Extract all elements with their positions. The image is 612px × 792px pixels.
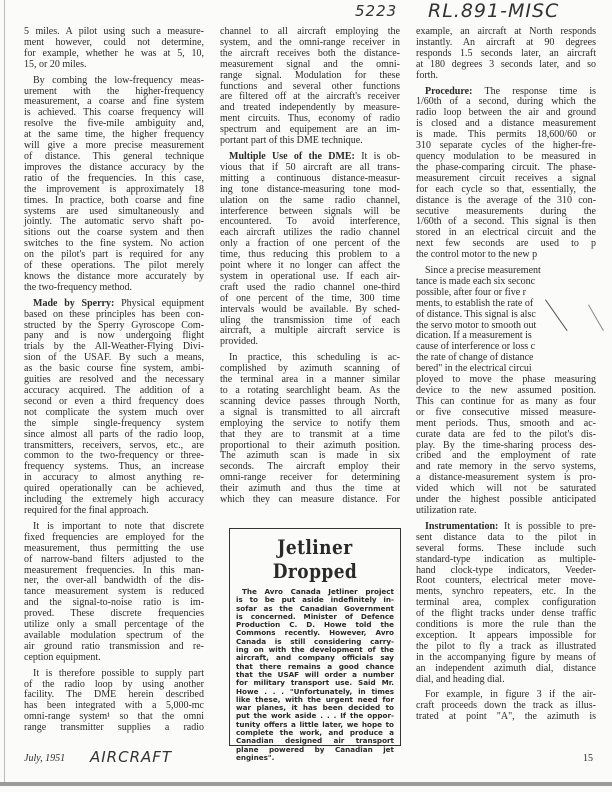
text-line: complished by azimuth scanning of: [220, 363, 400, 375]
text-line: of distance. This signal is alsc: [416, 308, 536, 320]
scan-left-edge: [4, 0, 5, 785]
text-line: time, thus reducing this problem to a: [220, 249, 400, 261]
text-line: Made by Sperry: Physical equipment: [33, 297, 204, 309]
text-line: cribed and the employment of rate: [416, 450, 596, 462]
text-line: spectrum and equipement are an im-: [220, 124, 400, 136]
text-line: example, an aircraft at North responds: [416, 26, 596, 37]
text-line: for example, whether he was at 5, 10,: [24, 47, 204, 59]
text-line: their azimuth and thus the time at: [220, 483, 400, 495]
text-line: for each cycle so that, essentially, the: [416, 183, 596, 195]
box-title: Jetliner Dropped: [272, 535, 358, 583]
text-line: utilize only a small percentage of the: [24, 619, 204, 631]
text-line: will give a more precise measurement: [24, 140, 204, 152]
paragraph-heading: Procedure:: [425, 85, 485, 97]
text-line: possible, after four or five r: [416, 286, 526, 298]
text-line: of these operations. The pilot merely: [24, 260, 204, 272]
text-line: trials by the All-Weather-Flying Divi-: [24, 341, 204, 353]
text-line: utilization rate.: [416, 504, 477, 516]
text-line: of the radio loop by using another: [24, 678, 204, 690]
paragraph: [24, 76, 204, 294]
text-line: Since a precise measurement: [425, 265, 541, 277]
text-line: proved. These discrete frequencies: [24, 608, 204, 620]
paragraph-heading: Made by Sperry:: [33, 297, 122, 309]
text-line: structed by the Sperry Gyroscope Com-: [24, 319, 204, 331]
text-line: plane powered by Canadian jet: [236, 744, 394, 754]
text-line: intervals would be available. By sched-: [220, 303, 400, 315]
text-line: The azimuth scan is made in six: [220, 450, 400, 462]
text-line: mitting a continuous distance-measur-: [220, 172, 400, 184]
text-line: seconds. The aircraft employ their: [220, 461, 400, 473]
text-line: system in operational use. If each air-: [220, 270, 400, 282]
text-line: and the signal-to-noise ratio is im-: [24, 597, 204, 609]
text-line: quired operationally can be achieved,: [24, 483, 204, 495]
text-line: for military transport use. Said Mr.: [236, 678, 394, 688]
text-line: a distance-measurement system is pro-: [416, 472, 596, 484]
text-line: the terminal area in a manner similar: [220, 374, 400, 386]
handwritten-reference: RL.891-MISC: [428, 0, 560, 22]
text-line: range transmitter supplies a radio: [24, 722, 204, 734]
text-line: the improvement is approximately 18: [24, 183, 204, 195]
text-line: several forms. These include such: [416, 542, 596, 554]
text-line: It is therefore possible to supply part: [33, 667, 204, 679]
text-line: that the USAF will order a number: [236, 669, 394, 679]
text-line: sitions out the coarse system and then: [24, 227, 204, 239]
text-line: ratio of the frequencies. In this case,: [24, 172, 204, 184]
text-line: scanning device passes through North,: [220, 395, 400, 407]
text-line: the rate of change of distance: [416, 352, 534, 364]
text-line: ments, synchro repeaters, etc. In the: [416, 586, 596, 598]
text-line: knows the distance more accurately by: [24, 270, 204, 282]
text-line: measurement frequencies. In this man-: [24, 564, 204, 576]
text-line: channel to all aircraft employing the: [220, 26, 400, 37]
text-line: forth.: [416, 69, 438, 81]
text-line: of narrow-band filters adjusted to the: [24, 553, 204, 565]
paragraph: [220, 152, 400, 348]
text-line: functions and several other functions: [220, 80, 400, 92]
text-line: complete the work, and produce a: [236, 728, 394, 738]
text-line: and rate memory in the servo systems,: [416, 461, 596, 473]
text-line: 1/60th of a second. This signal is then: [416, 216, 596, 228]
text-line: is made. This permits 18,600/60 or: [416, 129, 596, 141]
text-line: Multiple Use of the DME: It is ob-: [229, 150, 400, 162]
text-line: transmitters, receivers, servos, etc., are: [24, 439, 204, 451]
text-line: Canadian designed air transport: [236, 736, 394, 746]
text-line: facility. The DME herein described: [24, 689, 204, 701]
text-line: standard-type indication as multiple-: [416, 553, 596, 565]
text-line: measurement signal and the omni-: [220, 58, 400, 70]
text-line: sofar as the Canadian Government: [236, 603, 394, 613]
text-line: ulation on the same radio channel,: [220, 194, 400, 206]
text-column-1: [24, 27, 204, 739]
text-line: aircraft, a multiple aircraft service is: [220, 325, 400, 337]
text-line: times. In practice, both coarse and fine: [24, 194, 204, 206]
text-line: as the basic course fine system, ambi-: [24, 363, 204, 375]
text-line: ception equipment.: [24, 651, 101, 663]
text-line: the servo motor to smooth out: [416, 319, 537, 331]
paragraph: [220, 27, 400, 147]
text-line: not complicate the system much over: [24, 406, 204, 418]
text-line: on the pilot's part is required for any: [24, 249, 204, 261]
sidebar-news-box: [229, 528, 401, 762]
text-line: systems are used simultaneously and: [24, 205, 204, 217]
box-body: [236, 588, 394, 762]
text-line: cause of interference or loss c: [416, 341, 536, 353]
text-line: of distance. This general technique: [24, 150, 204, 162]
text-line: the pilot to fly a track as illustrated: [416, 640, 596, 652]
text-line: The Avro Canada Jetliner project: [242, 587, 394, 596]
paragraph: [416, 87, 596, 262]
text-line: at the same time, the higher frequency: [24, 129, 204, 141]
text-line: is to be put aside indefinitely in-: [236, 595, 394, 605]
text-line: exception. It appears impossible for: [416, 629, 596, 641]
text-line: the aircraft receives both the distance-: [220, 47, 400, 59]
text-line: Procedure: The response time is: [425, 85, 596, 97]
text-line: only a fraction of one percent of the: [220, 238, 400, 250]
text-line: like these, with the urgent need for: [236, 694, 394, 704]
handwritten-stamp-number: 5223: [355, 2, 398, 20]
text-line: put the work aside . . . If the oppor-: [236, 711, 394, 721]
text-line: craft used the radio channel one-third: [220, 281, 400, 293]
text-line: aircraft, and company officials say: [236, 653, 394, 663]
text-line: urement with the higher-frequency: [24, 85, 204, 97]
text-line: guities are resolved and the necessary: [24, 374, 204, 386]
text-line: fixed frequencies are employed for the: [24, 531, 204, 543]
text-line: Instrumentation: It is possible to pre-: [425, 520, 596, 532]
text-line: measurement circuit receives a signal: [416, 172, 596, 184]
text-column-3: [416, 27, 596, 728]
handwritten-magazine-name: AIRCRAFT: [90, 748, 173, 766]
paragraph: [24, 669, 204, 734]
text-line: the simple single-frequency system: [24, 417, 204, 429]
text-line: jointly. The automatic servo shaft po-: [24, 216, 204, 228]
text-line: frequency systems. Thus, an increase: [24, 461, 204, 473]
text-line: dication. If a measurement is: [416, 330, 532, 342]
text-line: sent distance data to the pilot in: [416, 531, 596, 543]
text-line: hand clock-type indicators, Veeder-: [416, 564, 596, 576]
text-line: of the flight tracks under dense traffic: [416, 608, 596, 620]
text-line: point where it no longer can affect the: [220, 260, 400, 272]
paragraph: [416, 266, 596, 517]
text-line: each aircraft utilizes the radio channel: [220, 227, 400, 239]
paragraph: [416, 522, 596, 686]
text-line: or five consecutive missed measure-: [416, 406, 596, 418]
text-line: ment periods. Thus, smooth and ac-: [416, 417, 596, 429]
text-line: uling the transmission time of each: [220, 314, 400, 326]
text-line: common to the two-frequency or three-: [24, 450, 204, 462]
text-line: required for the final approach.: [24, 504, 149, 516]
text-line: ing tone distance-measuring tone mod-: [220, 183, 400, 195]
text-line: war planes, it has been decided to: [236, 703, 394, 713]
text-line: ployed to move the phase measuring: [416, 374, 596, 386]
text-line: is achieved. This coarse frequency will: [24, 107, 204, 119]
text-line: pany and is now undergoing flight: [24, 330, 204, 342]
text-line: responds 1.5 seconds later, an aircraft: [416, 47, 596, 59]
text-line: This can continue for as many as four: [416, 395, 596, 407]
text-line: switches to the fine system. No action: [24, 238, 204, 250]
text-line: 1/60th of a second, during which the: [416, 96, 596, 108]
text-line: since almost all parts of the radio loop,: [24, 428, 204, 440]
paragraph-heading: Instrumentation:: [425, 520, 504, 532]
text-line: which they can measure distance. For: [220, 494, 400, 506]
text-line: ment circuits. Thus, economy of radio: [220, 113, 400, 125]
text-line: play. By the time-sharing process des-: [416, 439, 596, 451]
text-line: employing the service to notify them: [220, 417, 400, 429]
text-line: trated at point "A", the azimuth is: [416, 711, 596, 723]
text-line: in accuracy to almost anything re-: [24, 472, 204, 484]
text-line: curate data are fed to the pilot's dis-: [416, 428, 596, 440]
text-line: proportional to their azimuth position.: [220, 439, 400, 451]
paragraph: [24, 299, 204, 517]
text-line: ments, to establish the rate of: [416, 297, 534, 309]
text-line: and treated independently by measure-: [220, 102, 400, 114]
text-line: provided.: [220, 336, 259, 348]
text-line: the two-frequency method.: [24, 281, 133, 293]
text-line: encountered. To avoid interference,: [220, 216, 400, 228]
text-line: conditions is more the rule than the: [416, 619, 596, 631]
text-line: Production C. D. Howe told the: [236, 620, 394, 630]
text-line: Canada is still considering carry-: [236, 636, 394, 646]
text-line: secutive measurements during the: [416, 205, 596, 217]
text-line: to a rotating searchlight beam. As the: [220, 385, 400, 396]
text-line: omni-range system¹ so that the omni: [24, 711, 204, 723]
text-line: are filtered off at the aircraft's receiver: [220, 91, 400, 103]
text-line: Commons recently. However, Avro: [236, 628, 394, 638]
text-line: measurement, a coarse and fine system: [24, 96, 204, 108]
text-line: under the highest possible anticipated: [416, 494, 596, 506]
text-line: tunity offers a little later, we hope to: [236, 719, 394, 729]
text-line: accuracy acquired. The addition of a: [24, 385, 204, 396]
text-line: measurement, thus permitting the use: [24, 542, 204, 554]
text-line: range signal. Modulation for these: [220, 69, 400, 81]
text-line: 5 miles. A pilot using such a measure-: [24, 26, 204, 37]
text-line: available modulation spectrum of the: [24, 629, 204, 641]
text-line: omni-range receiver for determining: [220, 472, 400, 484]
text-line: is closed and a distance measurement: [416, 118, 596, 130]
text-line: vided which will not be saturated: [416, 483, 596, 495]
text-line: portant part of this DME technique.: [220, 135, 363, 147]
text-line: Root counters, electrical meter move-: [416, 575, 596, 587]
text-line: has been integrated with a 5,000-mc: [24, 700, 204, 712]
paragraph: [24, 27, 204, 71]
text-line: It is important to note that discrete: [33, 520, 204, 532]
text-line: Howe . . . "Unfortunately, in times: [236, 686, 394, 696]
scan-bottom-edge: [0, 782, 612, 786]
text-line: bered" in the electrical circui: [416, 363, 532, 375]
text-line: 310 separate cycles of the higher-fre-: [416, 140, 596, 152]
text-line: dial, and heading dial.: [416, 673, 505, 685]
text-line: that they are to transmit at a time: [220, 428, 400, 440]
text-line: an independent azimuth dial, distance: [416, 662, 596, 674]
issue-date: July, 1951: [24, 753, 66, 764]
text-line: device to the new assumed position.: [416, 385, 596, 396]
text-line: instantly. An aircraft at 90 degrees: [416, 36, 596, 48]
text-line: ing on with the development of the: [236, 645, 394, 655]
text-line: improves the distance accuracy by the: [24, 161, 204, 173]
text-line: In practice, this scheduling is ac-: [229, 352, 400, 364]
text-line: ner, the over-all bandwidth of the dis-: [24, 575, 204, 587]
text-column-2: [220, 27, 400, 511]
text-line: system, and the omni-range receiver in: [220, 36, 400, 48]
text-line: interference between signals will be: [220, 205, 400, 217]
text-line: a signal is transmitted to all aircraft: [220, 406, 400, 418]
text-line: air ground ratio transmission and re-: [24, 640, 204, 652]
text-line: craft proceeds down the track as illus-: [416, 700, 596, 712]
text-line: at 180 degrees 3 seconds later, and so: [416, 58, 596, 70]
text-line: 15, or 20 miles.: [24, 58, 87, 70]
page-number: 15: [583, 753, 593, 764]
text-line: For example, in figure 3 if the air-: [425, 689, 596, 701]
text-line: is concerned. Minister of Defence: [236, 611, 394, 621]
text-line: distance is the average of the 310 con-: [416, 194, 596, 206]
text-line: By combing the low-frequency meas-: [33, 74, 204, 86]
text-line: resolve the five-mile ambiguity and,: [24, 118, 204, 130]
text-line: tance is made each six seconc: [416, 275, 536, 287]
text-line: the control motor to the new p: [416, 249, 538, 261]
text-line: ment however, could not determine,: [24, 36, 204, 48]
text-line: stored in an electrical circuit and the: [416, 227, 596, 239]
text-line: engines".: [236, 752, 275, 762]
text-line: in the accompanying figure by means of: [416, 651, 596, 663]
text-line: radio loop between the air and ground: [416, 107, 596, 119]
text-line: the phase-comparing circuit. The phase-: [416, 161, 596, 173]
text-line: terminal area, complex configuration: [416, 597, 596, 609]
paragraph-heading: Multiple Use of the DME:: [229, 150, 362, 162]
paragraph: [24, 522, 204, 664]
text-line: tance measurement system is reduced: [24, 586, 204, 598]
paragraph: [416, 27, 596, 82]
text-line: sion of the USAF. By such a means,: [24, 352, 204, 364]
paragraph: [220, 353, 400, 506]
text-line: quency modulation to be measured in: [416, 150, 596, 162]
text-line: including the extremely high accuracy: [24, 494, 204, 506]
text-line: second or even a third frequency does: [24, 395, 204, 407]
text-line: of one percent of the time, 300 time: [220, 292, 400, 304]
text-line: that there remains a good chance: [236, 661, 394, 671]
text-line: based on these principles has been con-: [24, 308, 204, 320]
text-line: next few seconds are used to p: [416, 238, 596, 250]
paragraph: [416, 690, 596, 723]
text-line: vious that if 50 aircraft are all trans-: [220, 161, 400, 173]
